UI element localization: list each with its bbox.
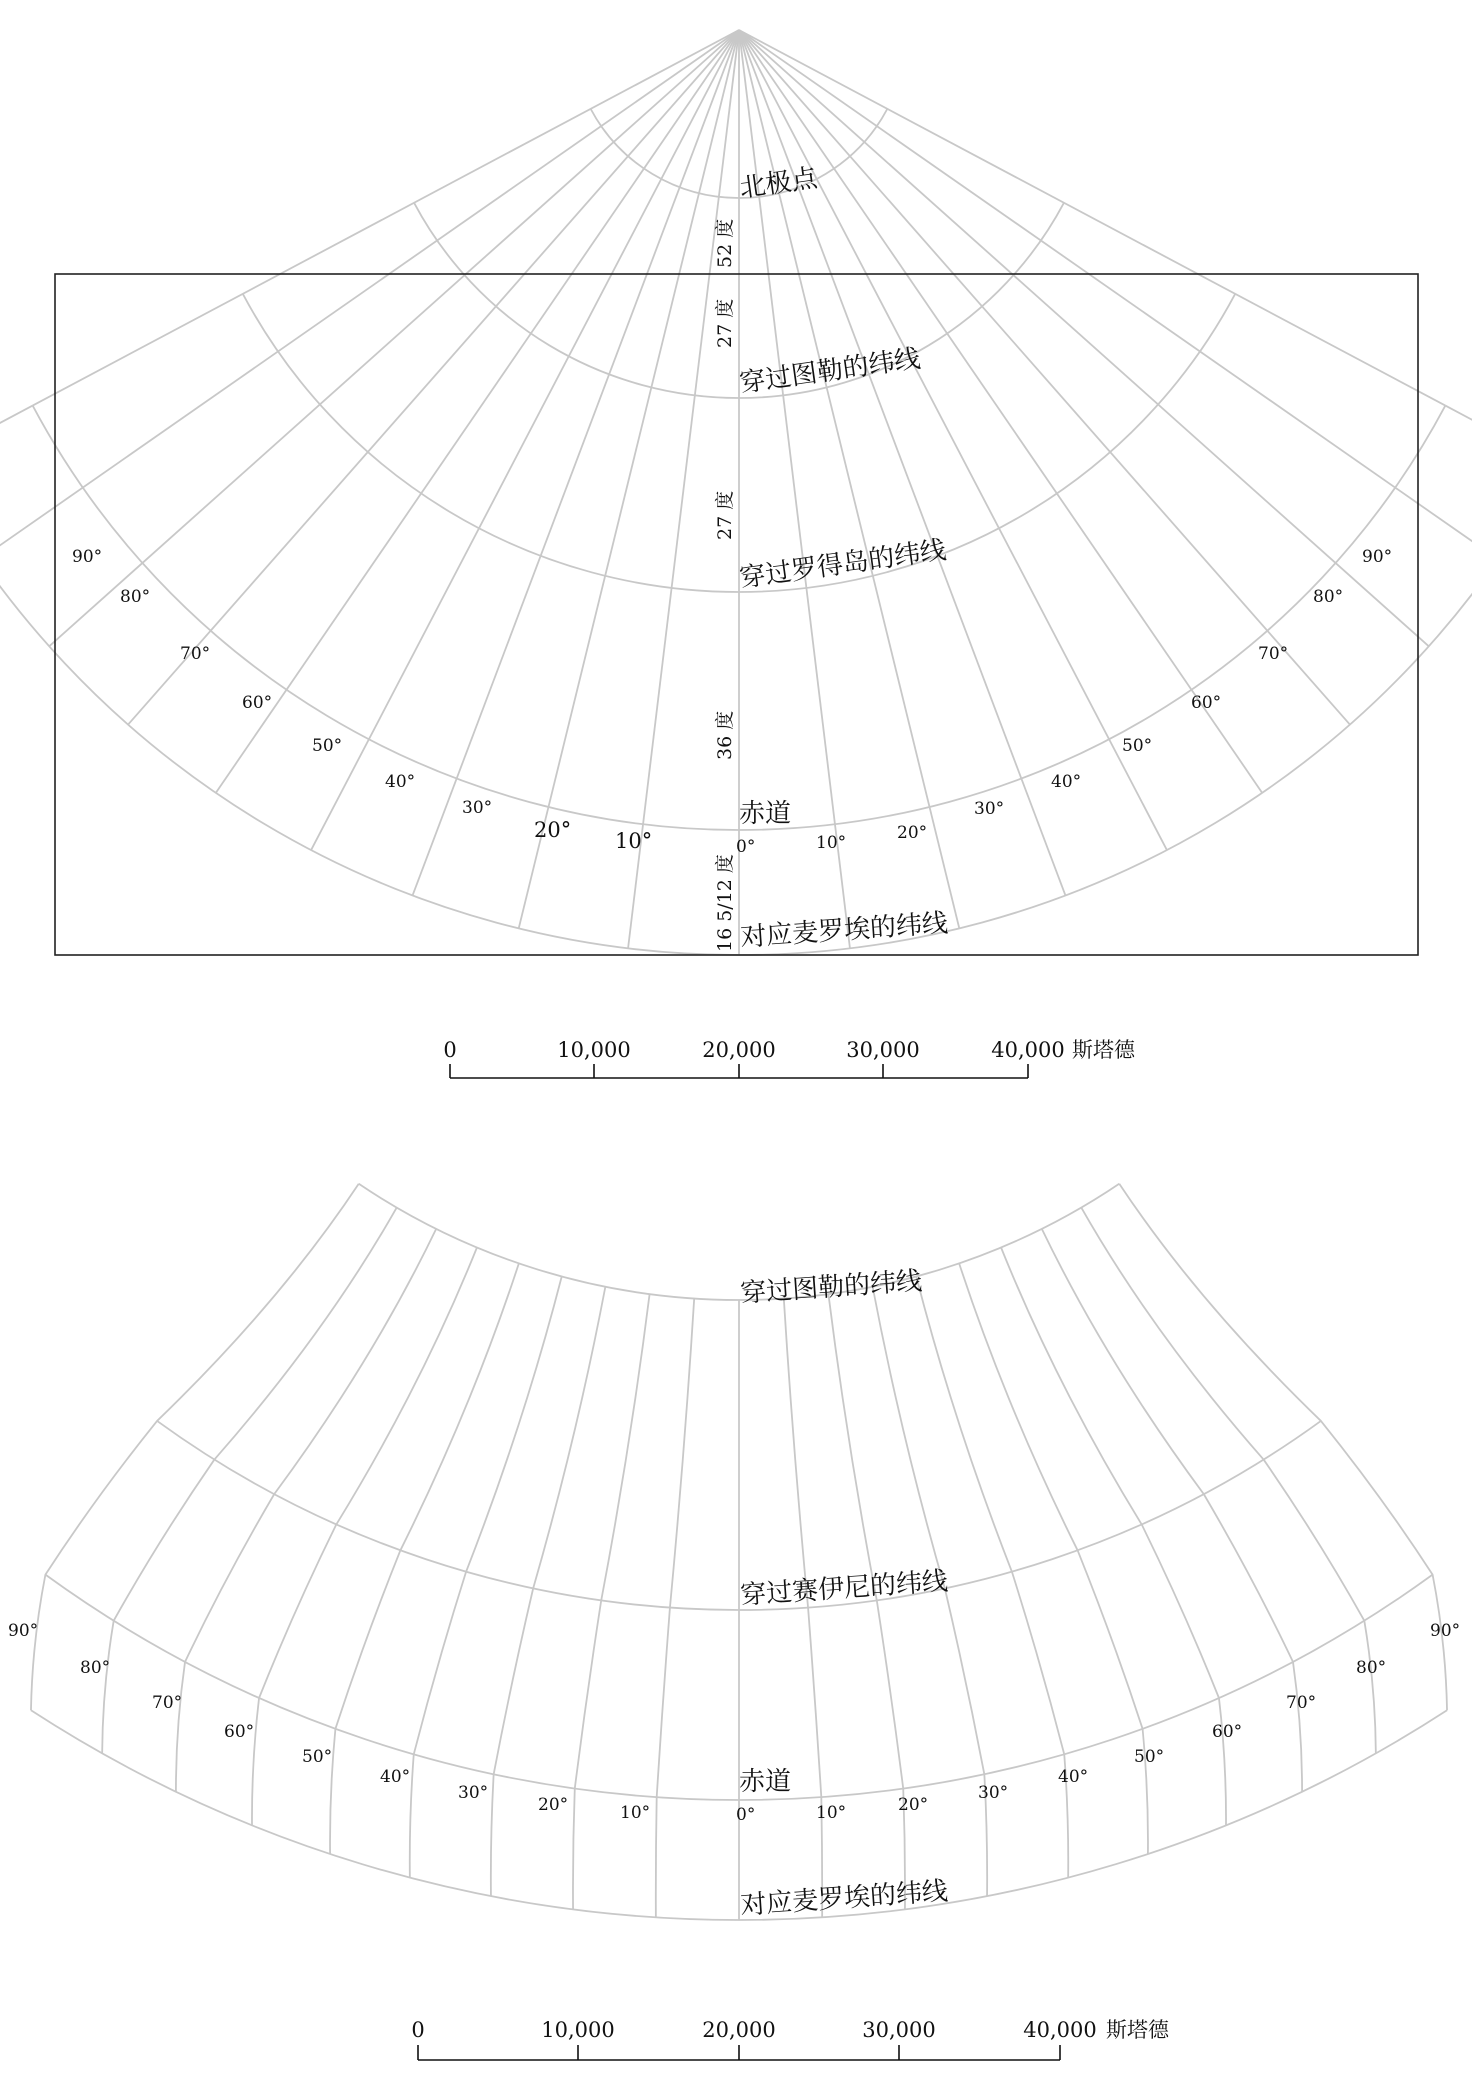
m2-left-90: 90°: [8, 1621, 39, 1641]
scale1-tick-30000: 30,000: [846, 1038, 920, 1062]
m2-left-10: 10°: [620, 1803, 651, 1823]
m1-right-40: 40°: [1051, 772, 1082, 792]
spacing-label-36: 36 度: [714, 710, 736, 760]
m1-left-90: 90°: [72, 547, 103, 567]
m1-right-0: 0°: [736, 837, 756, 857]
m1-right-30: 30°: [974, 799, 1005, 819]
scale1-tick-0: 0: [443, 1038, 457, 1062]
m1-meridian: [49, 30, 739, 646]
m2-left-50: 50°: [302, 1747, 333, 1767]
m2-right-80: 80°: [1356, 1658, 1387, 1678]
m1-right-10: 10°: [816, 833, 847, 853]
spacing-label-27-a: 27 度: [714, 298, 736, 348]
m1-meridian-edge: [1445, 406, 1472, 465]
m2-equator-label: 赤道: [739, 1767, 792, 1797]
m1-anti-meroe-parallel: [0, 464, 1472, 955]
m1-left-80: 80°: [120, 587, 151, 607]
m1-meridian: [519, 30, 739, 928]
m1-left-60: 60°: [242, 693, 273, 713]
m1-left-20: 20°: [534, 818, 572, 842]
scale2-tick-10000: 10,000: [541, 2018, 615, 2042]
m1-right-70: 70°: [1258, 644, 1289, 664]
scale1-tick-10000: 10,000: [557, 1038, 631, 1062]
m2-left-40: 40°: [380, 1767, 411, 1787]
m2-right-50: 50°: [1134, 1747, 1165, 1767]
m2-right-60: 60°: [1212, 1722, 1243, 1742]
m1-right-50: 50°: [1122, 736, 1153, 756]
m1-right-80: 80°: [1313, 587, 1344, 607]
m1-meridian: [413, 30, 739, 895]
m2-right-90: 90°: [1430, 1621, 1461, 1641]
m1-left-70: 70°: [180, 644, 211, 664]
m2-anti-meroe-parallel-label: 对应麦罗埃的纬线: [739, 1876, 949, 1921]
m2-left-80: 80°: [80, 1658, 111, 1678]
m2-right-20: 20°: [898, 1795, 929, 1815]
m1-meridian: [128, 30, 739, 725]
m1-right-20: 20°: [897, 823, 928, 843]
scale2-tick-0: 0: [411, 2018, 425, 2042]
m1-meridian: [739, 30, 959, 928]
m1-right-90: 90°: [1362, 547, 1393, 567]
scale2-tick-20000: 20,000: [702, 2018, 776, 2042]
spacing-label-52: 52 度: [714, 218, 736, 268]
scale1-tick-20000: 20,000: [702, 1038, 776, 1062]
m2-left-60: 60°: [224, 1722, 255, 1742]
thule-parallel-label: 穿过图勒的纬线: [737, 343, 923, 399]
m1-left-30: 30°: [462, 798, 493, 818]
m1-left-40: 40°: [385, 772, 416, 792]
second-projection-labels: [8, 1266, 1460, 1921]
first-projection-map: [0, 30, 1472, 955]
m1-meridian: [739, 30, 1445, 406]
m2-thule-parallel-label: 穿过图勒的纬线: [739, 1266, 924, 1309]
spacing-label-16: 16 5/12 度: [714, 854, 736, 952]
scale2-tick-30000: 30,000: [862, 2018, 936, 2042]
north-pole-label: 北极点: [737, 163, 820, 204]
first-projection-grid: [0, 30, 1472, 955]
m1-left-50: 50°: [312, 736, 343, 756]
first-scale-bar: [443, 1038, 1136, 1078]
second-projection-map: [8, 1184, 1460, 1921]
scale1-tick-40000: 40,000: [991, 1038, 1065, 1062]
m1-left-10: 10°: [615, 829, 653, 853]
equator-label: 赤道: [739, 799, 792, 829]
spacing-label-27-b: 27 度: [714, 490, 736, 540]
m2-right-40: 40°: [1058, 1767, 1089, 1787]
second-scale-bar: [411, 2018, 1170, 2060]
m2-left-20: 20°: [538, 1795, 569, 1815]
m2-right-10: 10°: [816, 1803, 847, 1823]
m1-meridian: [311, 30, 739, 850]
m2-right-0: 0°: [736, 1805, 756, 1825]
m1-meridian-edge: [0, 406, 33, 465]
scale2-tick-40000: 40,000: [1023, 2018, 1097, 2042]
m2-right-70: 70°: [1286, 1693, 1317, 1713]
m2-left-30: 30°: [458, 1783, 489, 1803]
scale2-unit: 斯塔德: [1106, 2018, 1169, 2042]
m2-syene-parallel-label: 穿过赛伊尼的纬线: [739, 1566, 949, 1611]
m2-left-70: 70°: [152, 1693, 183, 1713]
rhodes-parallel-label: 穿过罗得岛的纬线: [737, 535, 948, 594]
m1-meridian: [739, 30, 1167, 850]
m1-meridian: [739, 30, 1065, 895]
m2-right-30: 30°: [978, 1783, 1009, 1803]
m1-right-60: 60°: [1191, 693, 1222, 713]
m1-meridian: [33, 30, 739, 406]
scale1-unit: 斯塔德: [1072, 1038, 1135, 1062]
anti-meroe-parallel-label: 对应麦罗埃的纬线: [739, 908, 949, 953]
